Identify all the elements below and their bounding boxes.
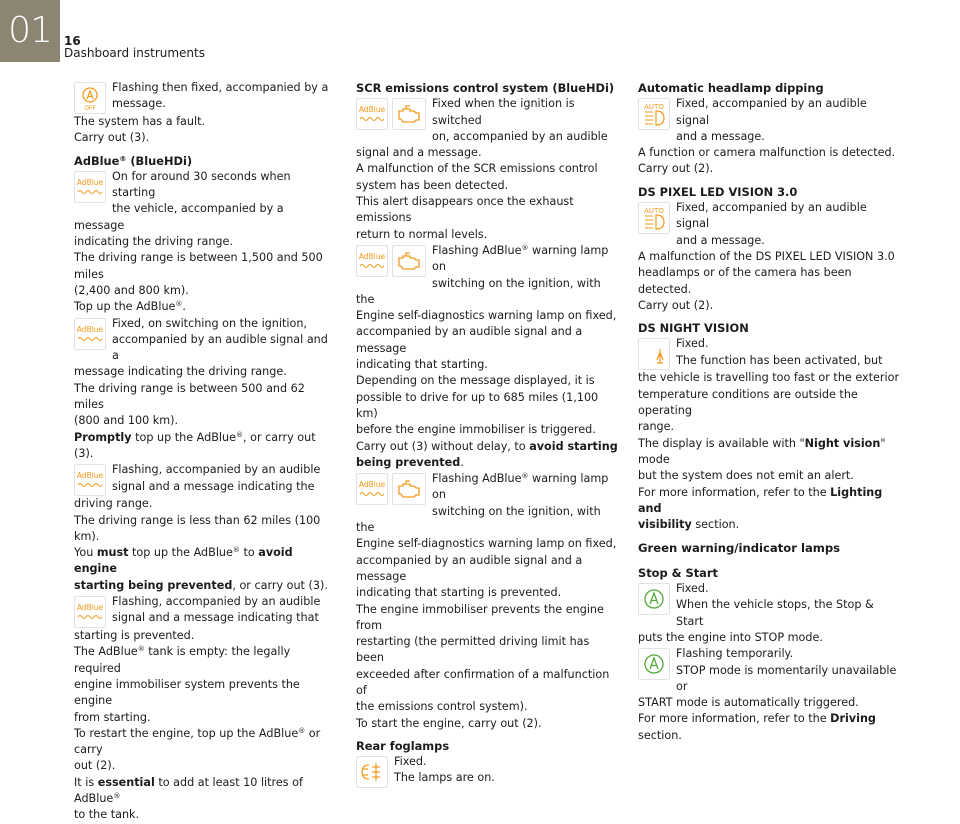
bold-span: Promptly [74,430,132,444]
bold-span: Driving [830,712,876,726]
registered-mark: ® [521,472,529,481]
text-span: to [239,546,259,560]
text-span: tank is empty: the legally required [74,645,291,675]
adblue-entry-1 [74,169,336,234]
text-span: Flashing AdBlue [432,243,522,257]
text-line: out (2). [74,759,116,773]
registered-mark: ® [113,791,121,800]
pixel-led-entry [638,200,902,249]
registered-mark: ® [521,243,529,252]
text-span: For more information, refer to the [638,485,831,499]
adblue-icon-label: AdBlue [76,603,104,613]
text-line: (2,400 and 800 km). [74,283,189,297]
text-line: but the system does not emit an alert. [638,469,854,483]
scr-heading: SCR emissions control system (BlueHDi) [356,81,615,95]
text-line: signal and a message indicating the [112,479,315,493]
page-number: 16 [64,34,81,48]
adblue-icon [74,171,106,203]
text-span: . [460,455,464,469]
text-line: Fixed. [676,582,709,596]
text-line: Fixed. [676,337,709,351]
text-line: switching on the ignition, with the [356,504,601,535]
adblue-icon [356,245,388,277]
text-span: section. [691,518,740,532]
text-span: " mode [638,436,886,466]
text-line: return to normal levels. [356,227,488,241]
text-line: system has been detected. [356,178,509,192]
text-line: driving range. [74,497,153,511]
text-line: Flashing, accompanied by an audible [112,463,321,477]
chapter-tab: 01 [0,0,60,62]
text-line: This alert disappears once the exhaust emissions [356,195,574,225]
column-left [74,80,336,824]
night-vision-entry [638,336,902,370]
scr-entry-3 [356,471,620,536]
text-line: Flashing, accompanied by an audible [112,595,321,609]
adblue-icon [74,318,106,350]
text-line: On for around 30 seconds when starting [112,169,291,200]
adblue-heading-text: AdBlue [74,153,120,168]
text-span: top up the AdBlue [131,430,236,444]
stop-start-heading: Stop & Start [638,565,718,580]
text-line: exceeded after confirmation of a malfunction of [356,667,610,697]
night-vision-heading: DS NIGHT VISION [638,321,749,336]
text-line: Carry out (3). [74,131,150,145]
text-line [74,726,336,759]
text-line: accompanied by an audible signal and a message [356,325,583,355]
adblue-icon [356,98,388,130]
text-line: switching on the ignition, with the [356,276,601,306]
text-line [74,430,336,463]
text-line: Fixed, on switching on the ignition, [112,316,307,330]
adblue-icon-label: AdBlue [76,177,104,187]
text-line: The function has been activated, but [676,353,883,367]
text-line: signal and a message indicating that [112,611,319,625]
text-line: The engine immobiliser prevents the engine from [356,602,604,632]
rear-foglamps-heading: Rear foglamps [356,738,450,753]
text-span: top up the AdBlue [128,546,233,560]
bold-span: avoid starting [529,439,618,453]
auto-icon-label: AUTO [644,207,664,216]
text-line: before the engine immobiliser is triggered. [356,423,596,437]
text-line: Engine self-diagnostics warning lamp on fixed, [356,537,617,551]
bold-span: avoid engine [74,546,293,576]
text-span: Top up the AdBlue [74,300,176,314]
text-span: , or carry out (3). [74,430,316,460]
auto-headlamp-dipping-heading: Automatic headlamp dipping [638,81,824,95]
engine-self-diagnostics-icon [392,473,426,505]
adblue-icon-label: AdBlue [358,480,386,490]
text-line: on, accompanied by an audible [432,129,608,143]
bold-span: starting being prevented [74,578,233,592]
text-line [74,775,336,808]
stop-start-fault-entry [74,80,336,114]
registered-mark: ® [235,430,243,439]
text-line: A malfunction of the DS PIXEL LED VISION 3.0 [638,249,895,263]
registered-mark: ® [298,726,306,735]
bold-span: Lighting and [638,485,883,515]
registered-mark: ® [175,300,183,309]
column-middle [356,80,620,788]
night-vision-icon [638,338,670,370]
text-line: Fixed. [394,755,427,769]
adblue-entry-4 [74,594,336,628]
text-span: The display is available with " [638,436,805,450]
text-line: Flashing temporarily. [676,647,794,661]
text-line: the vehicle, accompanied by a message [74,202,284,232]
text-line: Fixed when the ignition is switched [432,97,575,127]
text-line: and a message. [676,233,765,247]
text-line [356,455,620,471]
text-line: The driving range is between 1,500 and 500 miles [74,251,323,281]
text-line: accompanied by an audible signal and a [112,332,328,363]
engine-self-diagnostics-icon [392,245,426,277]
rear-foglamps-entry [356,754,620,788]
text-line: the emissions control system). [356,700,528,714]
text-line: When the vehicle stops, the Stop & Start [676,598,874,628]
text-line: To start the engine, carry out (2). [356,716,542,730]
text-line: the vehicle is travelling too fast or the exterior [638,371,900,385]
text-line: puts the engine into STOP mode. [638,630,823,644]
text-line: message indicating the driving range. [74,365,287,379]
text-span: warning lamp on [432,472,609,502]
text-line: (800 and 100 km). [74,414,179,428]
text-line: Depending on the message displayed, it is [356,374,595,388]
auto-headlamp-entry [638,96,902,145]
text-span: . [182,300,186,314]
text-span: section. [638,728,682,742]
text-line: STOP mode is momentarily unavailable or [676,663,897,693]
text-span: To restart the engine, top up the AdBlue [74,726,299,740]
text-line: headlamps or of the camera has been detected. [638,266,852,296]
text-line: The driving range is less than 62 miles (100 km). [74,513,321,543]
text-line: message. [112,97,166,111]
text-line: signal and a message. [356,146,482,160]
adblue-heading-suffix: (BlueHDi) [126,153,193,168]
stop-start-off-icon [74,82,106,114]
text-span: to add at least 10 litres of AdBlue [74,775,303,805]
text-line: A function or camera malfunction is detected. [638,146,896,160]
auto-headlamp-icon [638,202,670,234]
text-line: The lamps are on. [394,771,495,785]
text-line: The driving range is between 500 and 62 miles [74,381,305,412]
scr-entry-1 [356,96,620,145]
text-line: from starting. [74,710,151,724]
adblue-icon [74,464,106,496]
text-line: accompanied by an audible signal and a message [356,553,583,583]
adblue-heading [74,153,336,169]
registered-mark: ® [119,154,127,163]
stop-start-flashing-entry [638,646,902,695]
stop-start-icon [638,648,670,680]
text-line [638,485,902,518]
text-line: indicating that starting is prevented. [356,586,562,600]
adblue-icon [74,596,106,628]
bold-span: Night vision [804,436,881,450]
text-span: For more information, refer to the [638,712,831,726]
bold-span: essential [97,775,155,789]
adblue-icon-label: AdBlue [358,105,386,115]
stop-start-off-label: OFF [84,105,96,112]
page-section-title: Dashboard instruments [64,46,205,60]
text-line: to the tank. [74,808,140,822]
bold-span: being prevented [356,455,461,469]
text-line: engine immobiliser system prevents the engine [74,677,300,708]
text-line: A malfunction of the SCR emissions control [356,162,598,176]
text-line [74,299,336,315]
engine-self-diagnostics-icon [392,98,426,130]
text-line: temperature conditions are outside the operating [638,387,858,418]
text-line: restarting (the permitted driving limit has been [356,635,590,665]
auto-headlamp-icon [638,98,670,130]
adblue-icon-label: AdBlue [76,471,104,481]
scr-entry-2 [356,243,620,308]
text-line: possible to drive for up to 685 miles (1,100 km) [356,390,599,420]
column-right [638,80,902,744]
text-span: warning lamp on [432,243,609,274]
text-line: START mode is automatically triggered. [638,696,859,710]
adblue-entry-3 [74,462,336,496]
text-line [638,711,902,744]
text-line: Flashing then fixed, accompanied by a [112,81,329,94]
text-line: The system has a fault. [74,115,206,128]
text-span: The AdBlue [74,645,138,659]
stop-start-icon [638,583,670,615]
text-line [74,644,336,677]
adblue-icon [356,473,388,505]
adblue-icon-label: AdBlue [76,324,104,334]
text-line [638,436,902,469]
text-line: indicating the driving range. [74,235,233,249]
registered-mark: ® [232,546,240,555]
text-span: You [74,546,97,560]
text-line [638,517,902,533]
text-line: starting is prevented. [74,629,195,643]
text-line [74,545,336,578]
green-lamps-heading: Green warning/indicator lamps [638,541,841,556]
text-line: indicating that starting. [356,358,488,372]
adblue-icon-label: AdBlue [358,251,386,261]
text-span: or carry [74,726,321,757]
stop-start-fixed-entry [638,581,902,630]
text-span: Carry out (3) without delay, to [356,439,530,453]
bold-span: must [96,546,129,560]
text-line: range. [638,420,675,434]
text-line [356,439,620,455]
text-line: Carry out (2). [638,298,714,312]
text-line: Fixed, accompanied by an audible signal [676,201,867,231]
text-line: Fixed, accompanied by an audible signal [676,97,867,127]
pixel-led-heading: DS PIXEL LED VISION 3.0 [638,184,798,199]
rear-foglamp-icon [356,756,388,788]
text-line [74,578,336,594]
bold-span: visibility [638,518,692,532]
adblue-entry-2 [74,316,336,365]
text-span: It is [74,775,98,789]
text-line: and a message. [676,129,765,143]
text-span: Flashing AdBlue [432,472,522,486]
auto-icon-label: AUTO [644,103,664,112]
text-span: , or carry out (3). [232,578,328,592]
registered-mark: ® [137,645,145,654]
text-line: Carry out (2). [638,162,714,176]
text-line: Engine self-diagnostics warning lamp on fixed, [356,309,617,323]
